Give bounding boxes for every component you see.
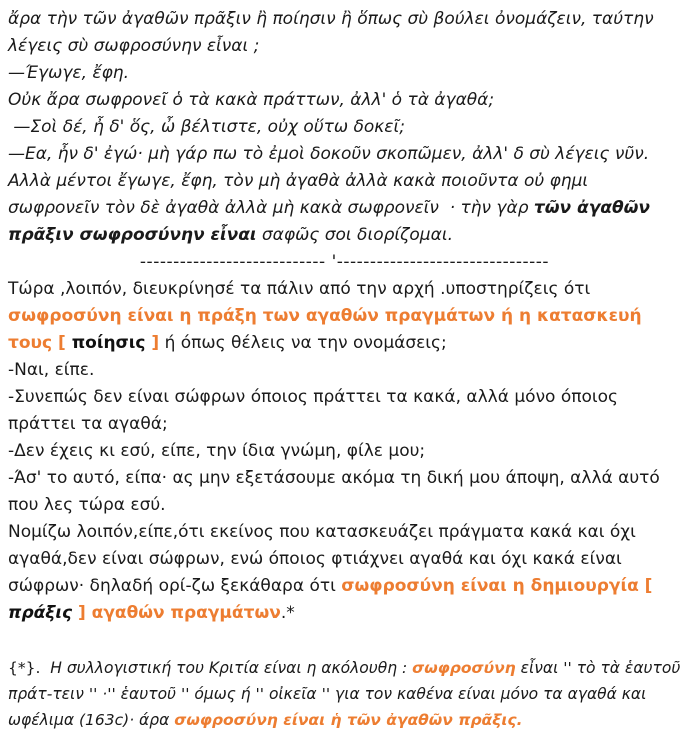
orange-highlight: σωφροσύνη είναι η πράξη των αγαθών πραγμάτων ή η κατασκευή τους [ — [8, 306, 648, 353]
greek-paragraph-6 — [8, 168, 681, 249]
translation-paragraph-1 — [8, 276, 681, 357]
greek-paragraph-1 — [8, 6, 681, 60]
orange-term-sophrosyne: σωφροσύνη — [412, 659, 516, 677]
greek-paragraph-5 — [8, 141, 681, 168]
greek-paragraph-3 — [8, 87, 681, 114]
bracketed-term-praxis: πράξις — [8, 603, 73, 623]
bracketed-term-poiesis: ποίησις — [71, 333, 146, 353]
separator-line: ---------------------------- '-------------------------------- — [139, 252, 550, 272]
translation-paragraph-3 — [8, 384, 681, 438]
translation-text: Τώρα ,λοιπόν, διευκρίνησέ τα πάλιν από την αρχή .υποστηρίζεις ότι — [8, 279, 596, 299]
translation-text: ή όπως θέλεις να την ονομάσεις; — [159, 333, 447, 353]
greek-bold-phrase: τῶν ἀγαθῶν πρᾶξιν σωφροσύνην εἶναι — [8, 198, 656, 245]
modern-greek-translation — [8, 276, 681, 627]
greek-paragraph-2 — [8, 60, 681, 87]
ancient-greek-passage — [8, 6, 681, 249]
translation-paragraph-2 — [8, 357, 681, 384]
greek-paragraph-4 — [8, 114, 681, 141]
translation-text: -Ναι, είπε. — [8, 360, 95, 380]
translation-paragraph-4 — [8, 438, 681, 465]
orange-highlight: ] — [145, 333, 160, 353]
greek-text: ἄρα τὴν τῶν ἀγαθῶν πρᾶξιν ἢ ποίησιν ἢ ὅπως σὺ βούλει ὀνομάζειν, ταύτην λέγεις σὺ σωφροσύνην εἶναι ; — [8, 9, 659, 56]
orange-highlight: σωφροσύνη είναι η δημιουργία [ — [341, 576, 659, 596]
translation-text: -Συνεπώς δεν είναι σώφρων όποιος πράττει τα κακά, αλλά μόνο όποιος πράττει τα αγαθά; — [8, 387, 624, 434]
greek-text: Οὐκ ἄρα σωφρονεῖ ὁ τὰ κακὰ πράττων, ἀλλ' ὁ τὰ ἀγαθά; — [8, 90, 495, 110]
orange-highlight: ] αγαθών πραγμάτων — [72, 603, 281, 623]
greek-text: —Σοὶ δέ, ἦ δ' ὅς, ὦ βέλτιστε, οὐχ οὕτω δοκεῖ; — [8, 117, 405, 137]
asterisk-reference: .* — [280, 603, 295, 623]
greek-text: Αλλὰ μέντοι ἔγωγε, ἔφη, τὸν μὴ ἀγαθὰ ἀλλὰ κακὰ ποιοῦντα οὐ φημι σωφρονεῖν τὸν δὲ ἀγαθὰ ἀλλὰ μὴ κακὰ σωφρονεῖν · τὴν γὰρ — [8, 171, 594, 218]
footnote-text: εἶναι '' τὸ τὰ ἑαυτοῦ πράτ-τειν '' ·'' ἑαυτοῦ '' όμως ή '' οἰκεῖα '' για τον καθένα είναι μόνο τα αγαθά και ωφέλιμα (163c)· άρα — [8, 659, 686, 729]
footnote — [8, 655, 686, 733]
greek-text: σαφῶς σοι διορίζομαι. — [256, 225, 453, 245]
footnote-paragraph — [8, 655, 686, 733]
greek-text: —Εα, ἦν δ' ἐγώ· μὴ γάρ πω τὸ ἐμοὶ δοκοῦν σκοπῶμεν, ἀλλ' δ σὺ λέγεις νῦν. — [8, 144, 650, 164]
translation-text: -Άσ' το αυτό, είπα· ας μην εξετάσουμε ακόμα τη δική μου άποψη, αλλά αυτό που λες τώρα εσύ. — [8, 468, 666, 515]
translation-paragraph-5 — [8, 465, 681, 519]
footnote-text: Η συλλογιστική του Κριτία είναι η ακόλουθη : — [40, 659, 413, 677]
footnote-marker: {*}. — [8, 659, 41, 677]
translation-text: Νομίζω λοιπόν,είπε,ότι εκείνος που κατασκευάζει πράγματα κακά και όχι αγαθά,δεν είναι σώφρων, ενώ όποιος φτιάχνει αγαθά και όχι κακά είναι σώφρων· δηλαδή ορί-ζω ξεκάθαρα ότι — [8, 522, 642, 596]
translation-paragraph-6 — [8, 519, 681, 627]
greek-text: —Έγωγε, ἔφη. — [8, 63, 129, 83]
orange-conclusion: σωφροσύνη είναι ἡ τῶν ἀγαθῶν πρᾶξις. — [174, 711, 523, 729]
translation-text: -Δεν έχεις κι εσύ, είπε, την ίδια γνώμη, φίλε μου; — [8, 441, 426, 461]
